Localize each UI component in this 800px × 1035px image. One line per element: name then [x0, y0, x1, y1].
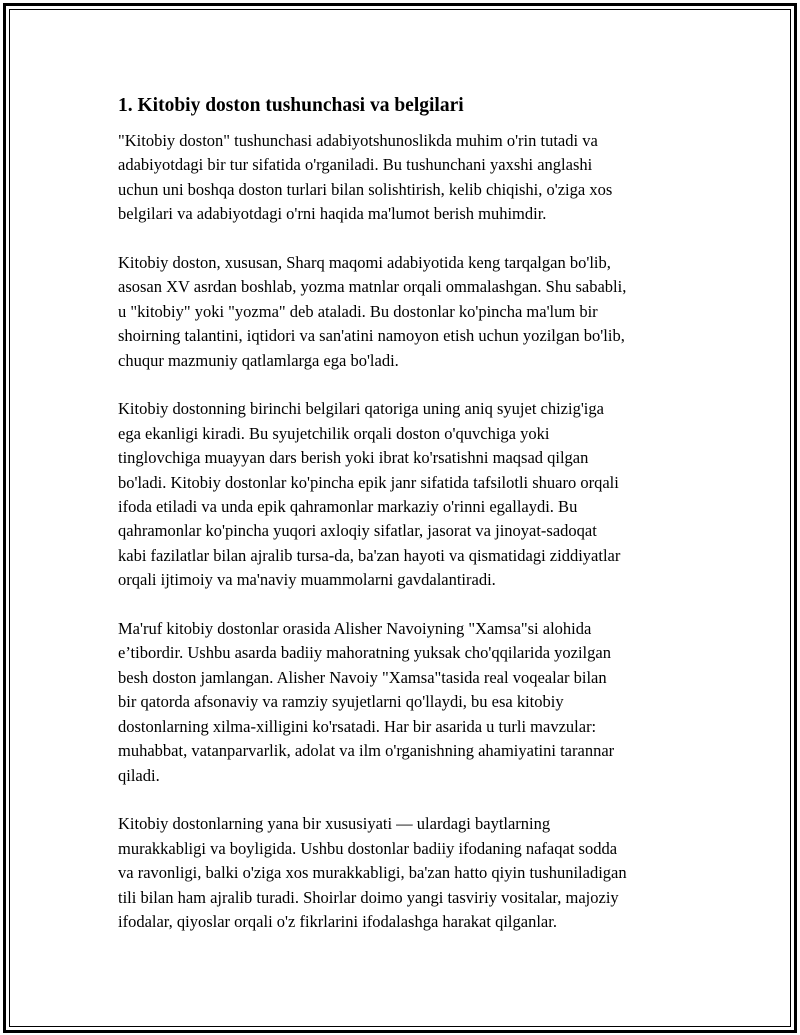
text-line: Kitobiy dostonlarning yana bir xususiyati — ulardagi baytlarning	[118, 814, 551, 834]
text-line: qahramonlar ko'pincha yuqori axloqiy sifatlar, jasorat va jinoyat-sadoqat	[118, 521, 597, 541]
text-line: murakkabligi va boyligida. Ushbu dostonlar badiiy ifodaning nafaqat sodda	[118, 838, 618, 858]
text-line: besh doston jamlangan. Alisher Navoiy "Xamsa"tasida real voqealar bilan	[118, 667, 607, 687]
text-line: Ma'ruf kitobiy dostonlar orasida Alisher Navoiyning "Xamsa"si alohida	[118, 619, 592, 639]
text-line: dostonlarning xilma-xilligini ko'rsatadi. Har bir asarida u turli mavzular:	[118, 716, 597, 736]
text-line: ifodalar, qiyoslar orqali o'z fikrlarini ifodalashga harakat qilganlar.	[118, 911, 557, 931]
text-line: uchun uni boshqa doston turlari bilan solishtirish, kelib chiqishi, o'ziga xos	[118, 179, 613, 199]
text-line: belgilari va adabiyotdagi o'rni haqida ma'lumot berish muhimdir.	[118, 204, 547, 224]
paragraph-1	[118, 129, 688, 227]
text-line: tinglovchiga muayyan dars berish yoki ibrat ko'rsatishni maqsad qilgan	[118, 448, 589, 468]
text-line: kabi fazilatlar bilan ajralib tursa-da, ba'zan hayoti va qismatidagi ziddiyatlar	[118, 545, 621, 565]
text-line: qiladi.	[118, 765, 160, 785]
section-heading: 1. Kitobiy doston tushunchasi va belgilari	[118, 95, 464, 116]
document-body	[118, 92, 688, 959]
text-line: Kitobiy doston, xususan, Sharq maqomi adabiyotida keng tarqalgan bo'lib,	[118, 253, 611, 273]
text-line: va ravonligi, balki o'ziga xos murakkabligi, ba'zan hatto qiyin tushuniladigan	[118, 863, 627, 883]
text-line: Kitobiy dostonning birinchi belgilari qatoriga uning aniq syujet chizig'iga	[118, 399, 604, 419]
text-line: chuqur mazmuniy qatlamlarga ega bo'ladi.	[118, 350, 399, 370]
text-line: bir qatorda afsonaviy va ramziy syujetlarni qo'llaydi, bu esa kitobiy	[118, 692, 564, 712]
text-line: "Kitobiy doston" tushunchasi adabiyotshunoslikda muhim o'rin tutadi va	[118, 131, 598, 150]
text-line: e’tibordir. Ushbu asarda badiiy mahoratning yuksak cho'qqilarida yozilgan	[118, 643, 611, 663]
text-line: orqali ijtimoiy va ma'naviy muammolarni gavdalantiradi.	[118, 570, 496, 590]
paragraph-4	[118, 617, 688, 788]
paragraph-2	[118, 251, 688, 373]
paragraph-5	[118, 812, 688, 934]
text-line: muhabbat, vatanparvarlik, adolat va ilm o'rganishning ahamiyatini tarannar	[118, 741, 615, 761]
text-line: tili bilan ham ajralib turadi. Shoirlar doimo yangi tasviriy vositalar, majoziy	[118, 887, 619, 907]
text-line: asosan XV asrdan boshlab, yozma matnlar orqali ommalashgan. Shu sababli,	[118, 277, 627, 297]
text-line: shoirning talantini, iqtidori va san'atini namoyon etish uchun yozilgan bo'lib,	[118, 326, 625, 346]
text-line: bo'ladi. Kitobiy dostonlar ko'pincha epik janr sifatida tafsilotli shuaro orqali	[118, 472, 619, 492]
text-line: ifoda etiladi va unda epik qahramonlar markaziy o'rinni egallaydi. Bu	[118, 497, 578, 517]
text-line: adabiyotdagi bir tur sifatida o'rganiladi. Bu tushunchani yaxshi anglashi	[118, 155, 593, 175]
text-line: ega ekanligi kiradi. Bu syujetchilik orqali doston o'quvchiga yoki	[118, 423, 550, 443]
text-line: u "kitobiy" yoki "yozma" deb ataladi. Bu dostonlar ko'pincha ma'lum bir	[118, 301, 598, 321]
paragraph-3	[118, 397, 688, 592]
